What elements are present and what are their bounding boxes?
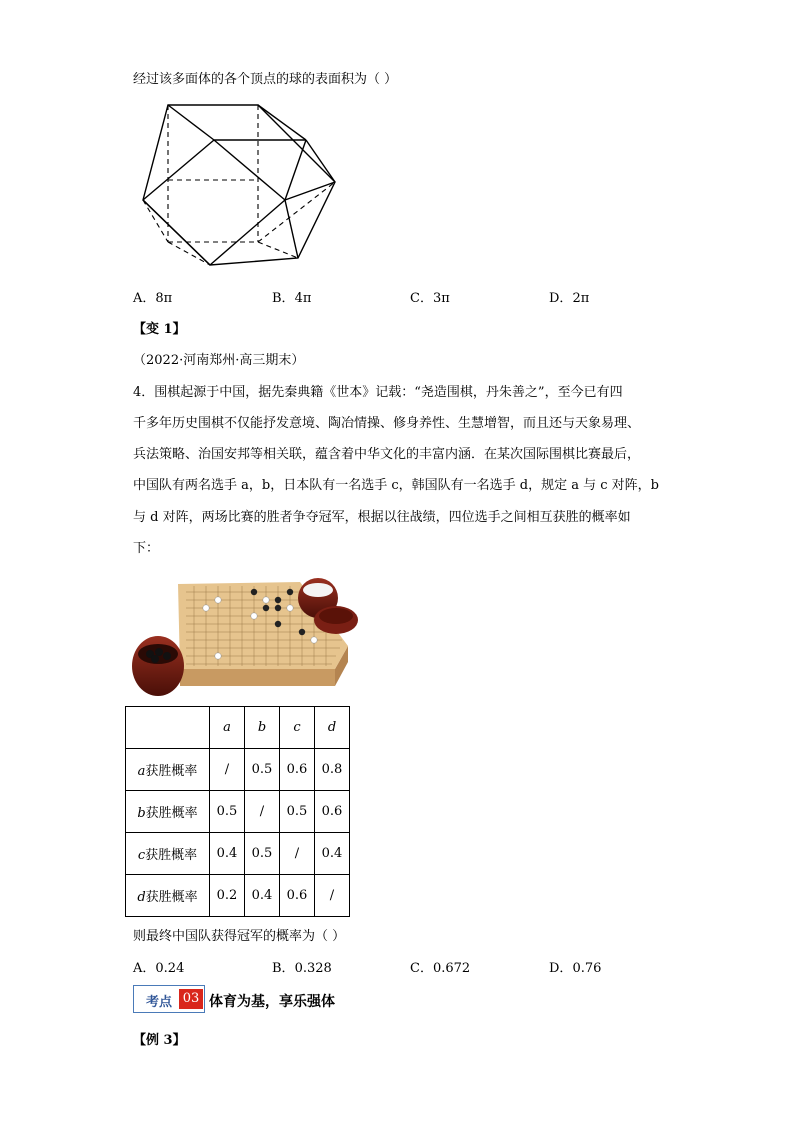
table-cell: 0.6 (280, 749, 315, 791)
table-col-header: a (210, 707, 245, 749)
example-label: 【例 3】 (133, 1033, 186, 1048)
table-cell: 0.5 (245, 749, 280, 791)
table-row (126, 833, 350, 875)
option-c[interactable]: C．3π (410, 291, 450, 306)
question-stem: 经过该多面体的各个顶点的球的表面积为（ ） (133, 72, 398, 87)
problem-text-line: 4．围棋起源于中国，据先秦典籍《世本》记载：“尧造围棋，丹朱善之”，至今已有四 (133, 385, 623, 400)
table-row (126, 749, 350, 791)
table-col-header: d (315, 707, 350, 749)
table-row (126, 875, 350, 917)
source-note: （2022·河南郑州·高三期末） (133, 353, 305, 368)
table-cell: 0.5 (245, 833, 280, 875)
table-cell: 0.8 (315, 749, 350, 791)
table-row (126, 791, 350, 833)
go-board-image (130, 574, 362, 699)
table-cell: 0.4 (210, 833, 245, 875)
table-cell: 0.2 (210, 875, 245, 917)
table-header-row (126, 707, 350, 749)
polyhedron-figure (140, 100, 340, 270)
variant-label: 【变 1】 (133, 322, 186, 337)
table-cell: 0.5 (280, 791, 315, 833)
option-c[interactable]: C．0.672 (410, 961, 471, 976)
problem-text-line: 兵法策略、治国安邦等相关联，蕴含着中华文化的丰富内涵．在某次国际围棋比赛最后， (133, 447, 641, 462)
row-label: d获胜概率 (126, 875, 210, 917)
table-cell: / (315, 875, 350, 917)
section-tag-number: 03 (179, 989, 203, 1009)
table-cell: 0.6 (280, 875, 315, 917)
row-label: c获胜概率 (126, 833, 210, 875)
problem-text-line: 千多年历史围棋不仅能抒发意境、陶冶情操、修身养性、生慧增智，而且还与天象易理、 (133, 416, 641, 431)
row-label: b获胜概率 (126, 791, 210, 833)
option-b[interactable]: B．0.328 (272, 961, 332, 976)
row-label: a获胜概率 (126, 749, 210, 791)
table-corner (126, 707, 210, 749)
option-d[interactable]: D．0.76 (549, 961, 602, 976)
option-a[interactable]: A．0.24 (133, 961, 185, 976)
table-col-header: c (280, 707, 315, 749)
table-cell: / (210, 749, 245, 791)
q4-question: 则最终中国队获得冠军的概率为（ ） (133, 929, 346, 944)
table-cell: 0.5 (210, 791, 245, 833)
option-d[interactable]: D．2π (549, 291, 590, 306)
section-tag (133, 985, 205, 1013)
option-b[interactable]: B．4π (272, 291, 312, 306)
section-tag-label: 考点 (146, 995, 173, 1010)
option-a[interactable]: A．8π (133, 291, 173, 306)
probability-table (125, 706, 350, 917)
problem-text-line: 下： (133, 541, 160, 556)
problem-text-line: 中国队有两名选手 a，b，日本队有一名选手 c，韩国队有一名选手 d，规定 a 与 c 对阵，b (133, 478, 659, 493)
problem-text-line: 与 d 对阵，两场比赛的胜者争夺冠军，根据以往战绩，四位选手之间相互获胜的概率如 (133, 510, 631, 525)
table-cell: 0.4 (315, 833, 350, 875)
section-title: 体育为基，享乐强体 (209, 994, 335, 1010)
table-cell: 0.4 (245, 875, 280, 917)
table-cell: / (280, 833, 315, 875)
table-cell: 0.6 (315, 791, 350, 833)
table-col-header: b (245, 707, 280, 749)
table-cell: / (245, 791, 280, 833)
